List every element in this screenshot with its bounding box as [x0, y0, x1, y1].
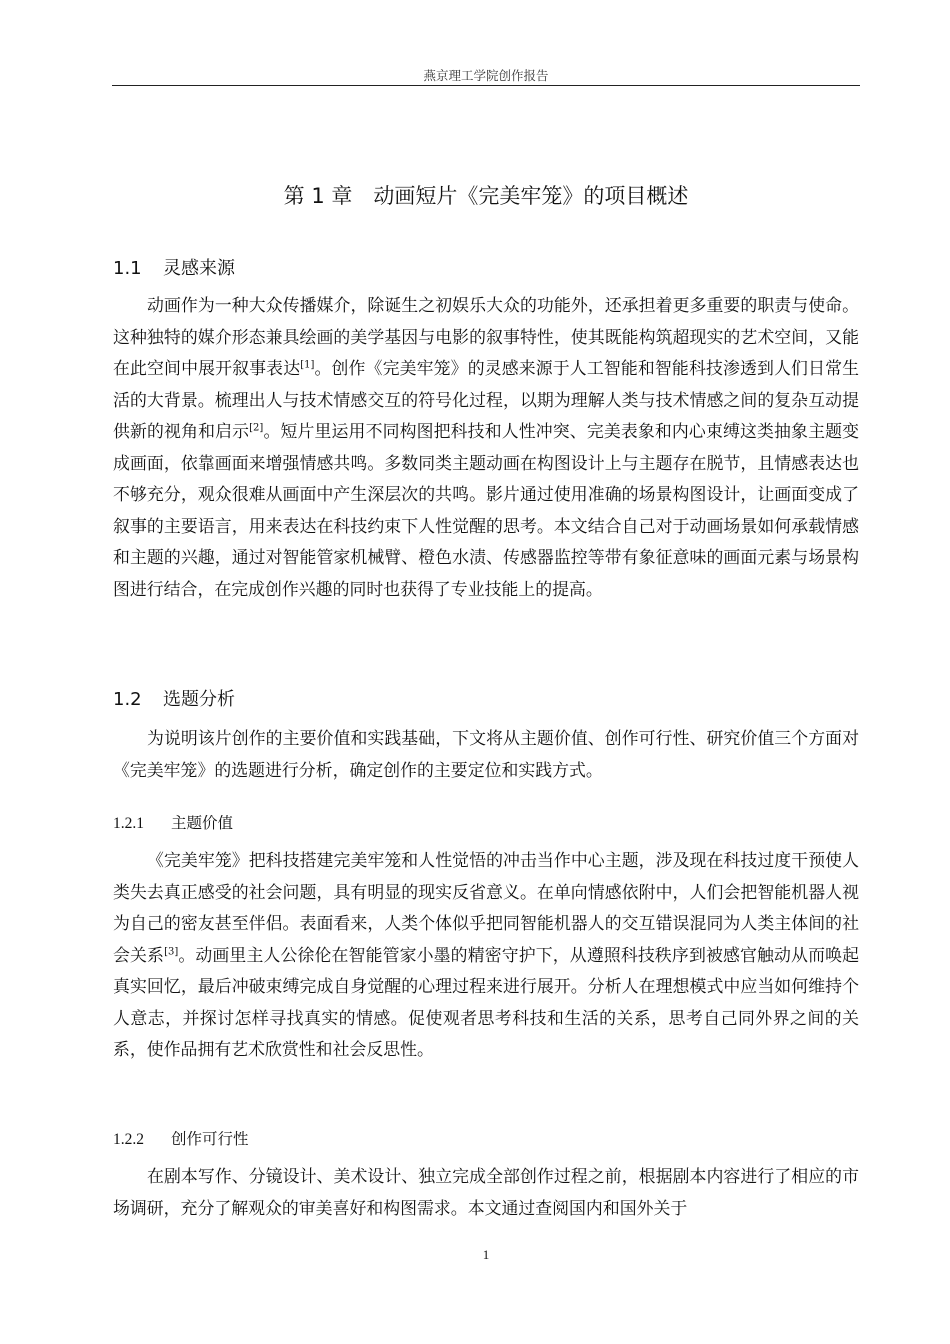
section-number: 1.1	[113, 258, 142, 279]
page-number: 1	[482, 1247, 490, 1262]
subsection-number: 1.2.1	[113, 815, 144, 832]
section-title: 选题分析	[163, 689, 235, 710]
running-header: 燕京理工学院创作报告	[423, 68, 549, 83]
subsection-number: 1.2.2	[113, 1131, 144, 1148]
citation-3[interactable]: [3]	[164, 945, 179, 957]
subsection-heading-1-2-1	[113, 811, 233, 833]
paragraph-feasibility: 在剧本写作、分镜设计、美术设计、独立完成全部创作过程之前，根据剧本内容进行了相应的市场调研，充分了解观众的审美喜好和构图需求。本文通过查阅国内和国外关于	[113, 1166, 859, 1218]
paragraph-inspiration: 动画作为一种大众传播媒介，除诞生之初娱乐大众的功能外，还承担着更多重要的职责与使命。这种独特的媒介形态兼具绘画的美学基因与电影的叙事特性，使其既能构筑超现实的艺术空间，又能在此空间中展开叙事表达[1]。创作《完美牢笼》的灵感来源于人工智能和智能科技渗透到人们日常生活的大背景。梳理出人与技术情感交互的符号化过程，以期为理解人类与技术情感之间的复杂互动提供新的视角和启示[2]。短片里运用不同构图把科技和人性冲突、完美表象和内心束缚这类抽象主题变成画面，依靠画面来增强情感共鸣。多数同类主题动画在构图设计上与主题存在脱节，且情感表达也不够充分，观众很难从画面中产生深层次的共鸣。影片通过使用准确的场景构图设计，让画面变成了叙事的主要语言，用来表达在科技约束下人性觉醒的思考。本文结合自己对于动画场景如何承载情感和主题的兴趣，通过对智能管家机械臂、橙色水渍、传感器监控等带有象征意味的画面元素与场景构图进行结合，在完成创作兴趣的同时也获得了专业技能上的提高。	[113, 295, 860, 599]
chapter-title: 第 1 章 动画短片《完美牢笼》的项目概述	[283, 184, 689, 208]
section-title: 灵感来源	[163, 258, 235, 279]
section-heading-1-2	[113, 685, 235, 711]
section-number: 1.2	[113, 689, 142, 710]
header-divider	[112, 85, 860, 86]
subsection-title: 主题价值	[171, 814, 234, 832]
citation-1[interactable]: [1]	[300, 359, 315, 371]
citation-2[interactable]: [2]	[249, 422, 264, 434]
paragraph-topic-analysis: 为说明该片创作的主要价值和实践基础，下文将从主题价值、创作可行性、研究价值三个方面对《完美牢笼》的选题进行分析，确定创作的主要定位和实践方式。	[113, 728, 859, 780]
subsection-heading-1-2-2	[113, 1127, 249, 1149]
section-heading-1-1	[113, 254, 235, 280]
paragraph-theme-value: 《完美牢笼》把科技搭建完美牢笼和人性觉悟的冲击当作中心主题，涉及现在科技过度干预使人类失去真正感受的社会问题，具有明显的现实反省意义。在单向情感依附中，人们会把智能机器人视为自己的密友甚至伴侣。表面看来，人类个体似乎把同智能机器人的交互错误混同为人类主体间的社会关系[3]。动画里主人公徐伦在智能管家小墨的精密守护下，从遵照科技秩序到被感官触动从而唤起真实回忆，最后冲破束缚完成自身觉醒的心理过程来进行展开。分析人在理想模式中应当如何维持个人意志，并探讨怎样寻找真实的情感。促使观者思考科技和生活的关系，思考自己同外界之间的关系，使作品拥有艺术欣赏性和社会反思性。	[113, 850, 860, 1059]
subsection-title: 创作可行性	[171, 1130, 249, 1148]
